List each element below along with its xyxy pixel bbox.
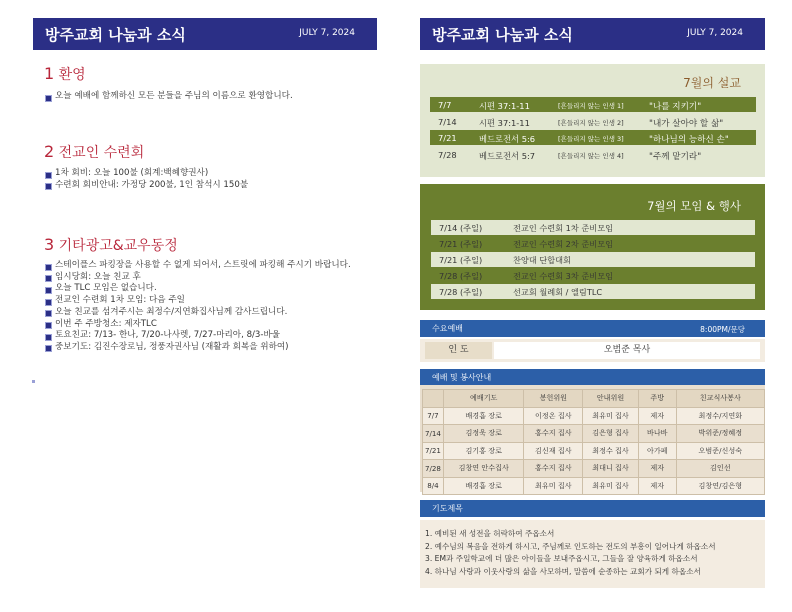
list-item: 3. EM과 주일학교에 더 많은 아이들을 보내주옵시고, 그들을 잘 양육하게 하옵소서 xyxy=(425,554,698,564)
sermon-schedule xyxy=(420,64,765,177)
wednesday-service-time: 8:00PM/문당 xyxy=(700,325,745,334)
prayer-title: 기도제목 xyxy=(432,504,463,513)
sermon-row: 7/28 베드로전서 5:7 [흔들리지 않는 인생 4] "주께 맡기라" xyxy=(438,149,702,162)
column-header: 안내위원 xyxy=(583,390,639,408)
section-announcements-title: 3 기타광고&교우동정 xyxy=(44,235,178,254)
column-header: 예배기도 xyxy=(443,390,524,408)
list-item: 스테이플스 파킹장을 사용할 수 없게 되어서, 스트릿에 파킹해 주시기 바랍니다. xyxy=(44,260,351,272)
list-item: 1차 회비: 오늘 100불 (회계:백혜향권사) xyxy=(44,168,248,180)
sermon-row: 7/21 베드로전서 5:6 [흔들리지 않는 인생 3] "하나님의 능하신 손" xyxy=(430,130,756,145)
column-header: 봉헌위원 xyxy=(524,390,583,408)
section-announcements-list xyxy=(44,260,351,354)
table-row: 7/28 김창연 안수집사 홍수지 집사 최대니 집사 제자 김인선 xyxy=(423,460,765,478)
list-item: 중보기도: 김진수장로님, 정풍자권사님 (재활과 회복을 위하여) xyxy=(44,342,351,354)
wednesday-preacher xyxy=(420,339,765,362)
event-row: 7/21 (주일) 찬양대 단합대회 xyxy=(431,252,755,267)
events-caption: 7월의 모임 & 행사 xyxy=(647,199,741,213)
list-item: 전교인 수련회 1차 모임: 다음 주일 xyxy=(44,295,351,307)
table-header-row xyxy=(423,390,765,408)
event-row: 7/21 (주일) 전교인 수련회 2차 준비모임 xyxy=(439,238,614,249)
table-row: 7/7 배경흡 장로 이정온 집사 최유미 집사 제자 최정수/지연화 xyxy=(423,407,765,425)
column-header xyxy=(423,390,444,408)
list-item: 오늘 예배에 함께하신 모든 분들을 주님의 이름으로 환영합니다. xyxy=(44,91,293,103)
section-retreat-list xyxy=(44,168,248,191)
column-header: 친교식사봉사 xyxy=(676,390,764,408)
section-welcome-title: 1 환영 xyxy=(44,64,86,83)
page-title: 방주교회 나눔과 소식 xyxy=(432,26,573,44)
service-bar xyxy=(420,369,765,386)
table-row: 7/14 김정욱 장로 홍수지 집사 김은형 집사 바나바 박위준/정혜정 xyxy=(423,425,765,443)
list-item: 수련회 회비안내: 가정당 200불, 1인 참석시 150불 xyxy=(44,180,248,192)
event-row: 7/14 (주일) 전교인 수련회 1차 준비모임 xyxy=(431,220,755,235)
sermon-row: 7/7 시편 37:1-11 [흔들리지 않는 인생 1] "나를 지키기" xyxy=(430,97,756,112)
list-item: 2. 예수님의 복음을 전하게 하시고, 주님께로 인도하는 전도의 부흥이 일어나게 하옵소서 xyxy=(425,541,716,551)
prayer-bar xyxy=(420,500,765,517)
sermon-caption: 7월의 설교 xyxy=(683,76,741,90)
list-item: 오늘 친교를 섬겨주시는 최정수/지연화집사님께 감사드립니다. xyxy=(44,307,351,319)
issue-date: JULY 7, 2024 xyxy=(299,28,355,38)
wednesday-service-title: 수요예배 xyxy=(432,324,463,333)
list-item: 오늘 TLC 모임은 없습니다. xyxy=(44,283,351,295)
service-title: 예배 및 봉사안내 xyxy=(432,373,492,382)
list-item: 임시당회: 오늘 친교 후 xyxy=(44,272,351,284)
page-title: 방주교회 나눔과 소식 xyxy=(45,26,186,44)
wednesday-service-bar xyxy=(420,320,765,337)
list-item: 이번 주 주방청소: 제자TLC xyxy=(44,319,351,331)
section-retreat-title: 2 전교인 수련회 xyxy=(44,142,145,161)
prayer-list-box xyxy=(420,520,765,588)
list-item: 4. 하나님 사랑과 이웃사랑의 삶을 사모하며, 말씀에 순종하는 교회가 되게 하옵소서 xyxy=(425,566,701,576)
issue-date: JULY 7, 2024 xyxy=(687,28,743,38)
sermon-row: 7/14 시편 37:1-11 [흔들리지 않는 인생 2] "내가 살아야 할 삶" xyxy=(438,116,724,129)
table-row: 7/21 김기홍 장로 김신재 집사 최정수 집사 아가페 오범준/신성숙 xyxy=(423,442,765,460)
list-item: 토요친교: 7/13- 한나, 7/20-나사렛, 7/27-마리아, 8/3-바울 xyxy=(44,330,351,342)
header-bar-right xyxy=(420,18,765,50)
event-row: 7/28 (주일) 선교회 월례회 / 엘림TLC xyxy=(431,284,755,299)
section-welcome-list xyxy=(44,91,293,103)
right-page xyxy=(396,0,792,612)
service-table xyxy=(422,389,765,495)
preacher-name: 오범준 목사 xyxy=(494,342,760,359)
table-row: 8/4 배경흡 장로 최유미 집사 최유미 집사 제자 김창연/김은형 xyxy=(423,477,765,495)
header-bar-left xyxy=(33,18,377,50)
service-table-box xyxy=(420,385,765,492)
list-item: 1. 예비된 새 성전을 허락하여 주옵소서 xyxy=(425,529,555,538)
event-row: 7/28 (주일) 전교인 수련회 3차 준비모임 xyxy=(439,270,614,281)
column-header: 주방 xyxy=(638,390,676,408)
preacher-label: 인 도 xyxy=(425,342,492,359)
prayer-list xyxy=(425,528,716,578)
events-schedule xyxy=(420,184,765,310)
decorative-dot xyxy=(32,380,35,383)
